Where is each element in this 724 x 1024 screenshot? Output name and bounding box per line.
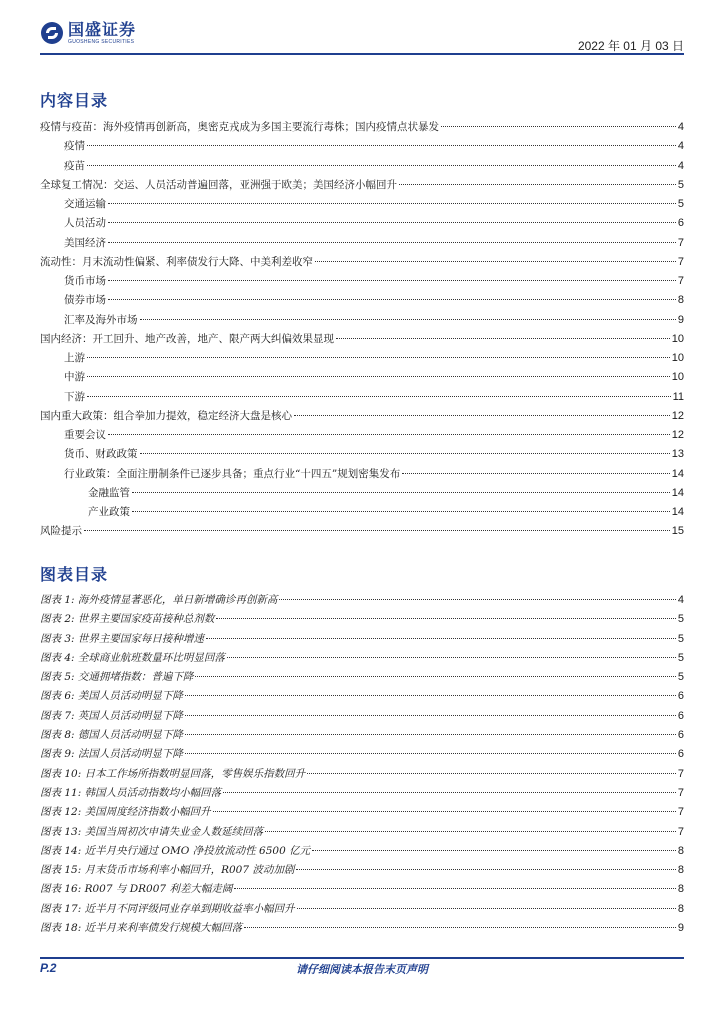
figure-entry[interactable] [40, 688, 684, 707]
figure-entry-label: 图表 9: 法国人员活动明显下降 [40, 748, 183, 761]
toc-entry-label: 行业政策：全面注册制条件已逐步具备；重点行业“十四五”规划密集发布 [64, 467, 401, 480]
dot-leader [108, 299, 676, 300]
figure-entry[interactable] [40, 592, 684, 611]
toc-entry-page: 5 [677, 178, 684, 191]
toc-entry[interactable] [40, 177, 684, 196]
figure-entry[interactable] [40, 611, 684, 630]
dot-leader [223, 792, 676, 793]
dot-leader [312, 850, 676, 851]
dot-leader [108, 280, 676, 281]
toc-entry-label: 美国经济 [64, 236, 106, 249]
toc-entry[interactable] [40, 158, 684, 177]
toc-entry[interactable] [40, 485, 684, 504]
dot-leader [108, 242, 676, 243]
dot-leader [84, 530, 670, 531]
toc-title: 内容目录 [40, 91, 109, 110]
figure-entry-page: 6 [677, 709, 684, 722]
dot-leader [399, 184, 676, 185]
dot-leader [140, 453, 670, 454]
dot-leader [307, 773, 676, 774]
dot-leader [132, 511, 670, 512]
dot-leader [294, 415, 670, 416]
toc-entry-label: 货币市场 [64, 275, 106, 287]
toc-entry-page: 4 [677, 159, 684, 172]
figure-entry-label: 图表 5: 交通拥堵指数：普遍下降 [40, 671, 194, 684]
toc-entry-page: 10 [671, 352, 684, 364]
figure-entry-label: 图表 13: 美国当周初次申请失业金人数延续回落 [40, 825, 264, 838]
toc-entry-label: 人员活动 [64, 217, 106, 230]
figure-entry[interactable] [40, 727, 684, 746]
toc-entry-label: 全球复工情况：交运、人员活动普遍回落，亚洲强于欧美；美国经济小幅回升 [40, 178, 397, 191]
dot-leader [234, 888, 675, 889]
dot-leader [185, 695, 676, 696]
toc-entry[interactable] [40, 369, 684, 388]
toc-entry[interactable] [40, 292, 684, 311]
page-number: P.2 [40, 961, 57, 975]
toc-entry-page: 15 [671, 525, 684, 538]
dot-leader [315, 261, 676, 262]
dot-leader [87, 165, 676, 166]
dot-leader [185, 753, 676, 754]
toc-entry-label: 疫情 [64, 140, 85, 153]
dot-leader [195, 676, 675, 677]
figure-entry[interactable] [40, 766, 684, 785]
figure-entry[interactable] [40, 650, 684, 669]
figure-entry-page: 6 [677, 729, 684, 742]
figure-entry-page: 5 [677, 613, 684, 626]
toc-entry-page: 5 [677, 198, 684, 210]
figure-entry-page: 7 [677, 806, 684, 819]
toc-entry-label: 风险提示 [40, 525, 82, 538]
figure-entry-label: 图表 1: 海外疫情显著恶化，单日新增确诊再创新高 [40, 594, 278, 606]
toc-entry[interactable] [40, 427, 684, 446]
figure-entry-label: 图表 3: 世界主要国家每日接种增速 [40, 632, 204, 645]
dot-leader [244, 927, 676, 928]
dot-leader [297, 908, 676, 909]
toc-entry-page: 11 [672, 390, 684, 403]
figure-entry[interactable] [40, 901, 684, 920]
toc-entry[interactable] [40, 446, 684, 465]
toc-entry-label: 流动性：月末流动性偏紧、利率债发行大降、中美利差收窄 [40, 255, 313, 268]
list-of-figures [40, 592, 684, 939]
figure-entry-label: 图表 8: 德国人员活动明显下降 [40, 729, 183, 742]
figure-entry-page: 8 [677, 902, 684, 915]
logo-english-name: GUOSHENG SECURITIES [68, 38, 135, 45]
toc-entry-page: 12 [671, 429, 684, 441]
figure-entry[interactable] [40, 669, 684, 688]
dot-leader [87, 357, 670, 358]
dot-leader [336, 338, 670, 339]
toc-entry[interactable] [40, 331, 684, 350]
toc-entry[interactable] [40, 196, 684, 215]
toc-entry-page: 4 [677, 140, 684, 153]
dot-leader [108, 203, 676, 204]
toc-entry[interactable] [40, 235, 684, 254]
figure-entry-page: 9 [677, 922, 684, 935]
figure-entry[interactable] [40, 804, 684, 823]
dot-leader [441, 126, 676, 127]
toc-entry-label: 国内经济：开工回升、地产改善，地产、限产两大纠偏效果显现 [40, 332, 334, 345]
figure-entry-page: 8 [677, 864, 684, 877]
toc-entry-label: 上游 [64, 352, 85, 364]
figure-entry[interactable] [40, 920, 684, 939]
toc-entry-page: 7 [677, 275, 684, 287]
toc-entry[interactable] [40, 273, 684, 292]
toc-entry-page: 4 [677, 121, 684, 133]
toc-entry-page: 13 [671, 448, 684, 461]
dot-leader [227, 657, 676, 658]
toc-entry-page: 14 [671, 506, 684, 518]
logo-chinese-name: 国盛证券 [68, 19, 137, 39]
toc-entry-label: 疫苗 [64, 159, 85, 172]
figure-entry-label: 图表 16: R007 与 DR007 利差大幅走阔 [40, 883, 233, 896]
footer-divider [40, 957, 684, 959]
dot-leader [87, 376, 670, 377]
page-header [0, 0, 724, 58]
dot-leader [108, 434, 670, 435]
toc-entry-page: 8 [677, 294, 684, 307]
figure-entry-page: 7 [677, 786, 684, 799]
toc-entry[interactable] [40, 523, 684, 542]
figure-entry[interactable] [40, 824, 684, 843]
toc-entry-page: 7 [677, 236, 684, 249]
figure-entry[interactable] [40, 881, 684, 900]
figure-entry-page: 6 [677, 690, 684, 703]
dot-leader [265, 831, 676, 832]
header-divider [40, 53, 684, 55]
dot-leader [87, 145, 676, 146]
figure-entry[interactable] [40, 631, 684, 650]
toc-entry-label: 金融监管 [88, 486, 130, 499]
dot-leader [185, 734, 676, 735]
dot-leader [279, 599, 675, 600]
toc-entry[interactable] [40, 254, 684, 273]
figure-entry[interactable] [40, 785, 684, 804]
toc-entry-page: 9 [677, 313, 684, 326]
figure-entry-label: 图表 12: 美国周度经济指数小幅回升 [40, 806, 211, 819]
figure-entry-page: 8 [677, 844, 684, 857]
dot-leader [296, 869, 676, 870]
figure-list-title: 图表目录 [40, 565, 109, 584]
figure-entry-label: 图表 10: 日本工作场所指数明显回落，零售娱乐指数回升 [40, 767, 306, 780]
dot-leader [140, 319, 676, 320]
toc-entry[interactable] [40, 215, 684, 234]
figure-entry-label: 图表 15: 月末货币市场利率小幅回升，R007 波动加剧 [40, 864, 295, 877]
figure-entry-label: 图表 7: 英国人员活动明显下降 [40, 709, 183, 722]
toc-entry-label: 产业政策 [88, 506, 130, 518]
toc-entry-label: 疫情与疫苗：海外疫情再创新高，奥密克戎成为多国主要流行毒株；国内疫情点状暴发 [40, 121, 439, 133]
toc-entry[interactable] [40, 408, 684, 427]
dot-leader [213, 811, 676, 812]
dot-leader [216, 618, 675, 619]
figure-entry[interactable] [40, 708, 684, 727]
toc-entry-label: 货币、财政政策 [64, 448, 138, 461]
toc-entry-label: 债券市场 [64, 294, 106, 307]
figure-entry[interactable] [40, 862, 684, 881]
figure-entry[interactable] [40, 843, 684, 862]
figure-entry-page: 5 [677, 651, 684, 664]
dot-leader [402, 473, 670, 474]
toc-entry-page: 14 [671, 486, 684, 499]
footer-disclaimer: 请仔细阅读本报告末页声明 [296, 963, 428, 976]
toc-entry-page: 10 [671, 332, 684, 345]
toc-entry[interactable] [40, 350, 684, 369]
dot-leader [185, 715, 676, 716]
toc-entry-page: 14 [671, 467, 684, 480]
toc-entry-label: 汇率及海外市场 [64, 313, 138, 326]
toc-entry-page: 12 [671, 409, 684, 422]
toc-entry-page: 7 [677, 255, 684, 268]
toc-entry[interactable] [40, 119, 684, 138]
figure-entry[interactable] [40, 746, 684, 765]
dot-leader [132, 492, 670, 493]
toc-entry-page: 10 [671, 371, 684, 384]
figure-entry-page: 5 [677, 671, 684, 684]
toc-entry-label: 交通运输 [64, 198, 106, 210]
figure-entry-label: 图表 2: 世界主要国家疫苗接种总剂数 [40, 613, 215, 626]
figure-entry-label: 图表 6: 美国人员活动明显下降 [40, 690, 183, 703]
figure-entry-page: 5 [677, 632, 684, 645]
toc-entry[interactable] [40, 312, 684, 331]
dot-leader [87, 396, 671, 397]
figure-entry-label: 图表 4: 全球商业航班数量环比明显回落 [40, 651, 225, 664]
figure-entry-page: 7 [677, 767, 684, 780]
figure-entry-page: 8 [677, 883, 684, 896]
figure-entry-label: 图表 14: 近半月央行通过 OMO 净投放流动性 6500 亿元 [40, 844, 311, 857]
toc-entry-label: 重要会议 [64, 429, 106, 441]
figure-entry-label: 图表 11: 韩国人员活动指数均小幅回落 [40, 786, 222, 799]
guosheng-logo-icon [40, 21, 64, 45]
figure-entry-page: 6 [677, 748, 684, 761]
toc-entry-label: 国内重大政策：组合拳加力提效，稳定经济大盘是核心 [40, 409, 292, 422]
toc-entry-label: 下游 [64, 390, 85, 403]
figure-entry-label: 图表 17: 近半月不同评级同业存单到期收益率小幅回升 [40, 902, 295, 915]
figure-entry-label: 图表 18: 近半月来利率债发行规模大幅回落 [40, 922, 243, 935]
toc-entry[interactable] [40, 138, 684, 157]
company-logo [40, 21, 136, 45]
toc-entry[interactable] [40, 389, 684, 408]
toc-entry-label: 中游 [64, 371, 85, 384]
dot-leader [206, 638, 676, 639]
table-of-contents [40, 119, 684, 543]
toc-entry[interactable] [40, 504, 684, 523]
toc-entry[interactable] [40, 466, 684, 485]
dot-leader [108, 222, 676, 223]
figure-entry-page: 4 [677, 594, 684, 606]
toc-entry-page: 6 [677, 217, 684, 230]
figure-entry-page: 7 [677, 825, 684, 838]
report-date: 2022 年 01 月 03 日 [577, 39, 684, 53]
